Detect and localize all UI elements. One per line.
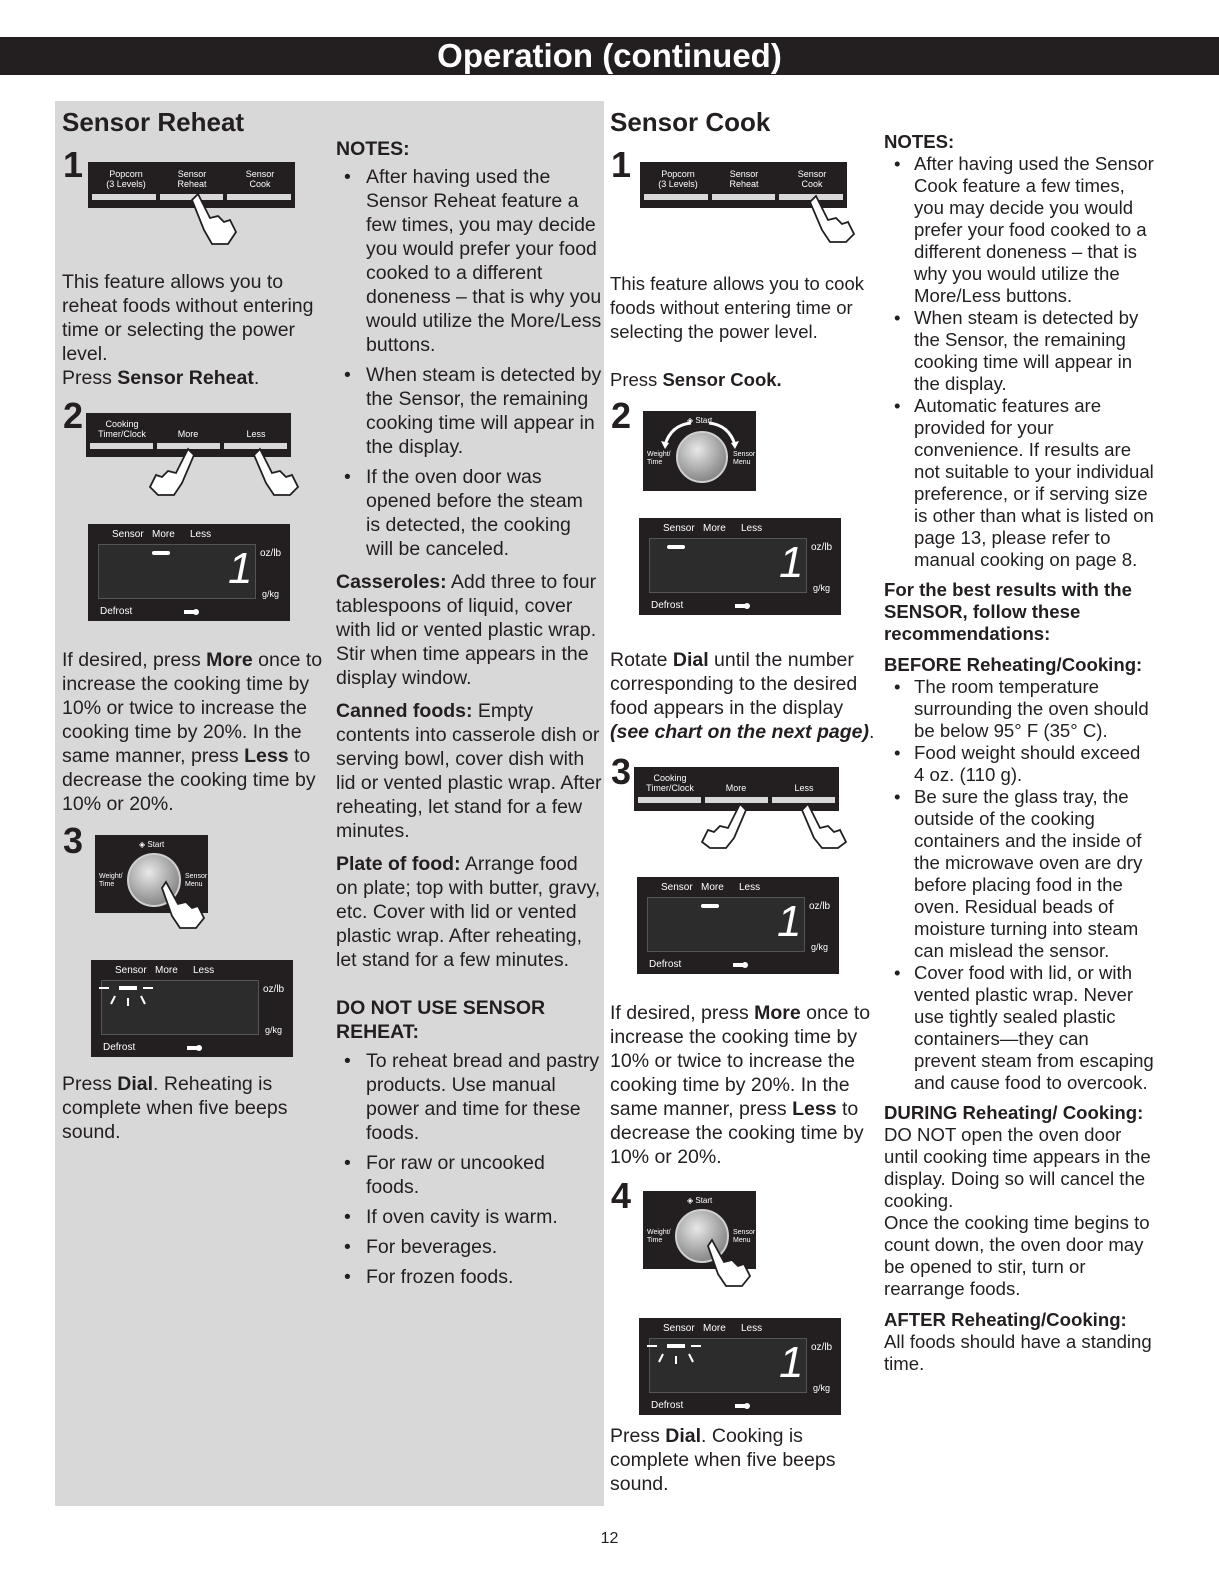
sensor-cook-title: Sensor Cook bbox=[610, 107, 771, 137]
display-label: Less bbox=[739, 882, 761, 893]
more-button-ref: More bbox=[754, 1002, 801, 1024]
pointing-hand-icon bbox=[700, 800, 750, 850]
dial-label: ◈ Start bbox=[687, 416, 713, 425]
display-label: More bbox=[152, 529, 175, 540]
cook-notes-heading: NOTES: bbox=[884, 131, 955, 152]
sensor-indicator-bar bbox=[667, 545, 685, 549]
after-heading: AFTER Reheating/Cooking: bbox=[884, 1309, 1127, 1330]
text-run: . bbox=[868, 721, 875, 743]
reheat-press-instruction bbox=[62, 366, 324, 390]
cook-rotate-text bbox=[610, 648, 882, 744]
dial-ref: Dial bbox=[117, 1073, 154, 1095]
text-run: to decrease the cooking time by 10% or 20%. bbox=[610, 1098, 864, 1168]
pointing-hand-icon bbox=[808, 192, 858, 244]
reheat-step-2-number: 2 bbox=[63, 395, 84, 436]
reheat-step-1-number: 1 bbox=[63, 144, 84, 185]
after-text: All foods should have a standing time. bbox=[884, 1331, 1152, 1374]
panel-label: Sensor bbox=[729, 169, 759, 179]
display-digit: 1 bbox=[779, 1338, 804, 1387]
display-label: Less bbox=[190, 529, 212, 540]
dial-label: Weight/ bbox=[647, 1229, 671, 1236]
reheat-step2-display bbox=[88, 524, 290, 621]
dial-label: ◈ Start bbox=[687, 1196, 713, 1205]
display-label: Defrost bbox=[103, 1042, 136, 1053]
before-item: • Food weight should exceed 4 oz. (110 g). bbox=[884, 742, 1154, 786]
display-label: Sensor bbox=[661, 882, 693, 893]
pointing-hand-icon bbox=[706, 1236, 754, 1288]
display-label: oz/lb bbox=[811, 542, 833, 553]
cook-step-2-number: 2 bbox=[611, 395, 632, 436]
pointing-hand-icon bbox=[148, 445, 198, 497]
cook-note-item: • When steam is detected by the Sensor, the remaining cooking time will appear in the display. bbox=[884, 307, 1154, 395]
display-label: Defrost bbox=[651, 600, 684, 611]
canned-label: Canned foods: bbox=[336, 700, 473, 722]
reheat-notes-column bbox=[336, 137, 602, 1289]
sensor-indicator-bar bbox=[701, 904, 719, 908]
panel-label: (3 Levels) bbox=[106, 179, 146, 189]
panel-label: More bbox=[177, 429, 199, 439]
display-digit: 1 bbox=[777, 897, 802, 946]
plate-label: Plate of food: bbox=[336, 853, 461, 875]
text-run: If desired, press bbox=[62, 649, 207, 671]
dial-start-label: Start bbox=[695, 1196, 713, 1205]
panel-label: Timer/Clock bbox=[98, 429, 146, 439]
display-label: oz/lb bbox=[809, 901, 831, 912]
key-icon bbox=[735, 1402, 751, 1410]
dial-label: Time bbox=[647, 1237, 663, 1244]
panel-label: Cooking bbox=[105, 419, 139, 429]
pointing-hand-icon bbox=[190, 190, 240, 245]
cook-step-3-number: 3 bbox=[611, 751, 632, 792]
display-label: g/kg bbox=[262, 589, 280, 599]
panel-label: Cook bbox=[249, 179, 271, 189]
dial-label: ◈ Start bbox=[139, 840, 165, 849]
dial-label: Time bbox=[99, 881, 115, 888]
cook-step2-display bbox=[639, 518, 841, 615]
display-label: Sensor bbox=[112, 529, 144, 540]
dial-label: Time bbox=[647, 459, 663, 466]
cook-step3-display bbox=[637, 877, 839, 974]
cook-final-text bbox=[610, 1424, 872, 1496]
text-run: Rotate bbox=[610, 649, 673, 671]
display-label: Less bbox=[741, 1323, 763, 1334]
less-button-ref: Less bbox=[244, 745, 289, 767]
text-run: to decrease the cooking time by 10% or 20%. bbox=[62, 745, 316, 815]
cook-intro: This feature allows you to cook foods without entering time or selecting the power level. bbox=[610, 273, 864, 342]
cook-step2-dial-panel bbox=[643, 411, 756, 491]
casseroles-note bbox=[336, 570, 602, 690]
display-label: g/kg bbox=[811, 942, 829, 952]
cook-notes-column bbox=[884, 131, 1154, 1375]
do-not-use-item: • For beverages. bbox=[336, 1235, 602, 1259]
display-label: g/kg bbox=[813, 583, 831, 593]
reheat-notes-heading: NOTES: bbox=[336, 138, 410, 160]
panel-label: Cooking bbox=[653, 773, 687, 783]
key-icon bbox=[735, 602, 751, 610]
sensor-blinking-icon bbox=[643, 1338, 703, 1368]
panel-label: More bbox=[725, 783, 747, 793]
section-title: Operation (continued) bbox=[437, 37, 782, 74]
dial-label: Menu bbox=[733, 1237, 751, 1244]
dial-label: Menu bbox=[733, 459, 751, 466]
dial-start-label: Start bbox=[147, 840, 165, 849]
key-icon bbox=[187, 1044, 203, 1052]
reheat-step-3-number: 3 bbox=[63, 820, 84, 861]
panel-label: Popcorn bbox=[661, 169, 695, 179]
dial-ref: Dial bbox=[672, 649, 709, 671]
do-not-use-item: • To reheat bread and pastry products. Use manual power and time for these foods. bbox=[336, 1049, 602, 1145]
pointing-hand-icon bbox=[160, 878, 208, 930]
dial-start-label: Start bbox=[695, 416, 713, 425]
casseroles-label: Casseroles: bbox=[336, 571, 447, 593]
display-label: More bbox=[703, 523, 726, 534]
plate-of-food-note bbox=[336, 852, 602, 972]
text-run: once to increase the cooking time by 10% or twice to increase the cooking time by 20%. In the same manner, press bbox=[62, 649, 323, 767]
sensor-reheat-title: Sensor Reheat bbox=[62, 107, 245, 137]
dial-label: Weight/ bbox=[647, 451, 671, 458]
dial-label: Weight/ bbox=[99, 873, 123, 880]
during-text: DO NOT open the oven door until cooking time appears in the display. Doing so will cancel the cooking. bbox=[884, 1124, 1151, 1211]
do-not-use-item: • If oven cavity is warm. bbox=[336, 1205, 602, 1229]
display-label: Defrost bbox=[649, 959, 682, 970]
cook-step4-display bbox=[639, 1318, 841, 1415]
reheat-intro-text bbox=[62, 270, 324, 390]
more-button-ref: More bbox=[206, 649, 253, 671]
dial-label: Menu bbox=[185, 881, 203, 888]
display-label: g/kg bbox=[813, 1383, 831, 1393]
key-icon bbox=[733, 961, 749, 969]
panel-label: Popcorn bbox=[109, 169, 143, 179]
before-item: • The room temperature surrounding the oven should be below 95° F (35° C). bbox=[884, 676, 1154, 742]
cook-more-less-text bbox=[610, 1001, 882, 1169]
text-run: once to increase the cooking time by 10% or twice to increase the cooking time by 20%. In the same manner, press bbox=[610, 1002, 871, 1120]
chart-reference: (see chart on the next page) bbox=[610, 721, 869, 743]
do-not-use-heading: DO NOT USE SENSOR REHEAT: bbox=[336, 997, 546, 1043]
reheat-final-text bbox=[62, 1072, 324, 1144]
text-run: . Reheating is complete when five beeps sound. bbox=[62, 1073, 288, 1143]
display-label: oz/lb bbox=[811, 1342, 833, 1353]
pointing-hand-icon bbox=[252, 445, 302, 497]
text-run: Add three to four tablespoons of liquid, cover with lid or vented plastic wrap. Stir when time appears in the display window. bbox=[336, 571, 597, 689]
display-label: Less bbox=[193, 965, 215, 976]
panel-label: Cook bbox=[801, 179, 823, 189]
text-run: Arrange food on plate; top with butter, gravy, etc. Cover with lid or vented plastic wrap. After reheating, let stand for a few minutes. bbox=[336, 853, 601, 971]
sensor-blinking-icon bbox=[95, 980, 155, 1010]
display-label: More bbox=[155, 965, 178, 976]
during-heading: DURING Reheating/ Cooking: bbox=[884, 1102, 1144, 1123]
display-label: Less bbox=[741, 523, 763, 534]
sensor-reheat-button-ref: Sensor Reheat bbox=[117, 367, 254, 389]
cook-press-instruction bbox=[610, 368, 880, 392]
cook-step-1-number: 1 bbox=[611, 144, 632, 185]
before-item: • Be sure the glass tray, the outside of the cooking containers and the inside of the microwave oven are dry before placing food in the oven. Residual beads of moisture turning into steam can mislead the sensor. bbox=[884, 786, 1154, 962]
display-digit: 1 bbox=[228, 544, 253, 593]
panel-label: Less bbox=[246, 429, 266, 439]
panel-label: Reheat bbox=[177, 179, 207, 189]
panel-label: Timer/Clock bbox=[646, 783, 694, 793]
reheat-note-item: • When steam is detected by the Sensor, the remaining cooking time will appear in the display. bbox=[336, 363, 602, 459]
best-results-heading: For the best results with the SENSOR, follow these recommendations: bbox=[884, 579, 1132, 644]
panel-label: Sensor bbox=[245, 169, 275, 179]
text-run: Press bbox=[62, 367, 118, 389]
cook-note-item: • After having used the Sensor Cook feature a few times, you may decide you would prefer your food cooked to a different doneness – that is why you would utilize the More/Less buttons. bbox=[884, 153, 1154, 307]
dial-label: Sensor bbox=[185, 873, 208, 880]
reheat-more-less-text bbox=[62, 648, 326, 816]
text-run: . Cooking is complete when five beeps sound. bbox=[610, 1425, 836, 1495]
display-label: oz/lb bbox=[263, 984, 285, 995]
text-run: Press bbox=[62, 1073, 118, 1095]
cook-note-item: • Automatic features are provided for your convenience. If results are not suitable to your individual preference, or if serving size is other than what is listed on page 13, please refer to manual cooking on page 8. bbox=[884, 395, 1154, 571]
panel-label: (3 Levels) bbox=[658, 179, 698, 189]
text-run: . bbox=[253, 367, 260, 389]
reheat-note-item: • If the oven door was opened before the steam is detected, the cooking will be canceled. bbox=[336, 465, 602, 561]
text-run: If desired, press bbox=[610, 1002, 755, 1024]
display-label: oz/lb bbox=[260, 548, 282, 559]
panel-label: Less bbox=[794, 783, 814, 793]
page-number: 12 bbox=[600, 1530, 619, 1547]
cook-step-4-number: 4 bbox=[611, 1175, 632, 1216]
less-button-ref: Less bbox=[792, 1098, 837, 1120]
display-label: Sensor bbox=[115, 965, 147, 976]
display-label: g/kg bbox=[265, 1025, 283, 1035]
section-header bbox=[0, 37, 1219, 75]
before-item: • Cover food with lid, or with vented plastic wrap. Never use tightly sealed plastic containers—they can prevent steam from escaping and cause food to overcook. bbox=[884, 962, 1154, 1094]
text-run: Press bbox=[610, 369, 663, 390]
display-label: Sensor bbox=[663, 523, 695, 534]
display-label: More bbox=[701, 882, 724, 893]
cook-intro-text bbox=[610, 272, 880, 392]
text-run: until the number corresponding to the desired food appears in the display bbox=[610, 649, 858, 719]
reheat-intro: This feature allows you to reheat foods without entering time or selecting the power level. bbox=[62, 271, 314, 365]
display-label: More bbox=[703, 1323, 726, 1334]
panel-label: Reheat bbox=[729, 179, 759, 189]
key-icon bbox=[184, 608, 200, 616]
before-heading: BEFORE Reheating/Cooking: bbox=[884, 654, 1143, 675]
rotate-arrows-icon bbox=[661, 419, 739, 449]
pointing-hand-icon bbox=[800, 800, 850, 850]
reheat-note-item: • After having used the Sensor Reheat feature a few times, you may decide you would prefer your food cooked to a different doneness – that is why you would utilize the More/Less buttons. bbox=[336, 165, 602, 357]
dial-label: Sensor bbox=[733, 451, 756, 458]
display-label: Sensor bbox=[663, 1323, 695, 1334]
display-label: Defrost bbox=[651, 1400, 684, 1411]
text-run: Press bbox=[610, 1425, 666, 1447]
do-not-use-item: • For raw or uncooked foods. bbox=[336, 1151, 602, 1199]
canned-foods-note bbox=[336, 699, 602, 843]
panel-label: Sensor bbox=[797, 169, 827, 179]
during-text: Once the cooking time begins to count down, the oven door may be opened to stir, turn or rearrange foods. bbox=[884, 1212, 1150, 1299]
panel-label: Sensor bbox=[177, 169, 207, 179]
sensor-cook-button-ref: Sensor Cook. bbox=[662, 369, 782, 390]
sensor-indicator-bar bbox=[152, 551, 170, 555]
display-label: Defrost bbox=[100, 606, 133, 617]
dial-ref: Dial bbox=[665, 1425, 702, 1447]
text-run: Empty contents into casserole dish or serving bowl, cover dish with lid or vented plastic wrap. After reheating, let stand for a few minutes. bbox=[336, 700, 602, 842]
do-not-use-item: • For frozen foods. bbox=[336, 1265, 602, 1289]
dial-label: Sensor bbox=[733, 1229, 756, 1236]
reheat-step3-display bbox=[91, 960, 293, 1057]
display-digit: 1 bbox=[779, 538, 804, 587]
